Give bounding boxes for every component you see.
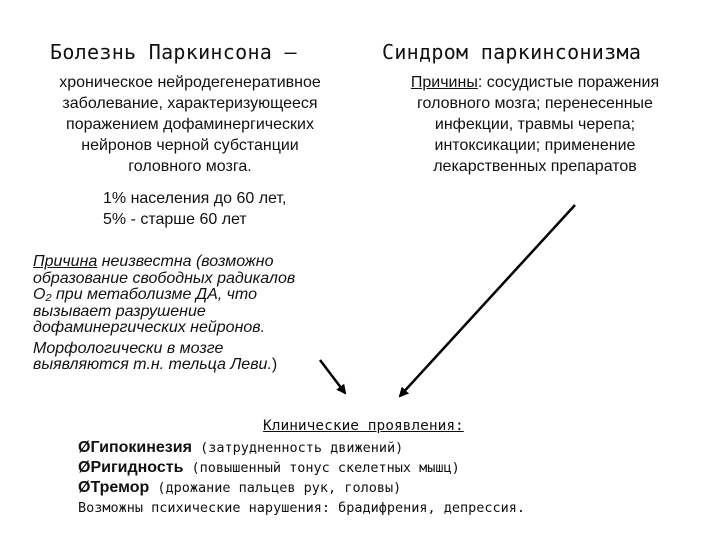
causes-label: Причины <box>410 74 478 91</box>
clinical-item <box>78 478 525 498</box>
left-line: головного мозга. <box>128 158 252 175</box>
symptom-name: Гипокинезия <box>90 439 192 456</box>
right-line: головного мозга; перенесенные <box>417 95 653 112</box>
clinical-item <box>78 458 525 478</box>
stats-line: 1% населения до 60 лет, <box>103 190 287 207</box>
cause-line: вызывает разрушение <box>33 302 206 320</box>
left-line: поражением дофаминергических <box>66 116 314 133</box>
right-line: интоксикации; применение <box>434 137 636 154</box>
bullet-arrow-icon: Ø <box>78 459 91 476</box>
symptom-desc: (дрожание пальцев рук, головы) <box>149 480 402 496</box>
cause-label: Причина <box>33 253 98 270</box>
arrow-from-disease <box>320 360 345 393</box>
right-line: инфекции, травмы черепа; <box>434 116 636 133</box>
cause-line: дофаминергических нейронов. <box>33 319 266 336</box>
symptom-desc: (затрудненность движений) <box>191 440 404 456</box>
left-line: нейронов черной субстанции <box>81 137 299 154</box>
bullet-arrow-icon: Ø <box>78 479 91 496</box>
bullet-arrow-icon: Ø <box>78 439 91 456</box>
cause-last-line: выявляются т.н. тельца Леви. <box>33 356 272 373</box>
causes-first-line: : сосудистые поражения <box>477 74 660 91</box>
cause-line: Морфологически в мозге <box>33 339 224 357</box>
arrow-from-syndrome <box>400 205 575 396</box>
clinical-item <box>78 438 525 458</box>
symptom-desc: (повышенный тонус скелетных мышц) <box>183 460 460 476</box>
cause-line: образование свободных радикалов <box>33 269 296 287</box>
symptom-name: Тремор <box>90 479 150 496</box>
clinical-footer: Возможны психические нарушения: брадифрения, депрессия. <box>78 500 526 516</box>
left-line: заболевание, характеризующееся <box>62 95 318 112</box>
left-line: хроническое нейродегенеративное <box>59 74 321 91</box>
cause-line: O₂ при метаболизме ДА, что <box>33 286 257 303</box>
left-title: Болезнь Паркинсона – <box>50 40 297 64</box>
cause-close-paren: ) <box>271 356 278 373</box>
stats-line: 5% - старше 60 лет <box>103 211 247 228</box>
cause-first-line: неизвестна (возможно <box>97 253 274 270</box>
clinical-list <box>78 438 525 518</box>
clinical-title-text: Клинические проявления: <box>263 418 464 434</box>
clinical-title <box>263 418 464 434</box>
symptom-name: Ригидность <box>90 459 184 476</box>
right-title: Синдром паркинсонизма <box>382 40 642 64</box>
right-line: лекарственных препаратов <box>433 158 637 175</box>
